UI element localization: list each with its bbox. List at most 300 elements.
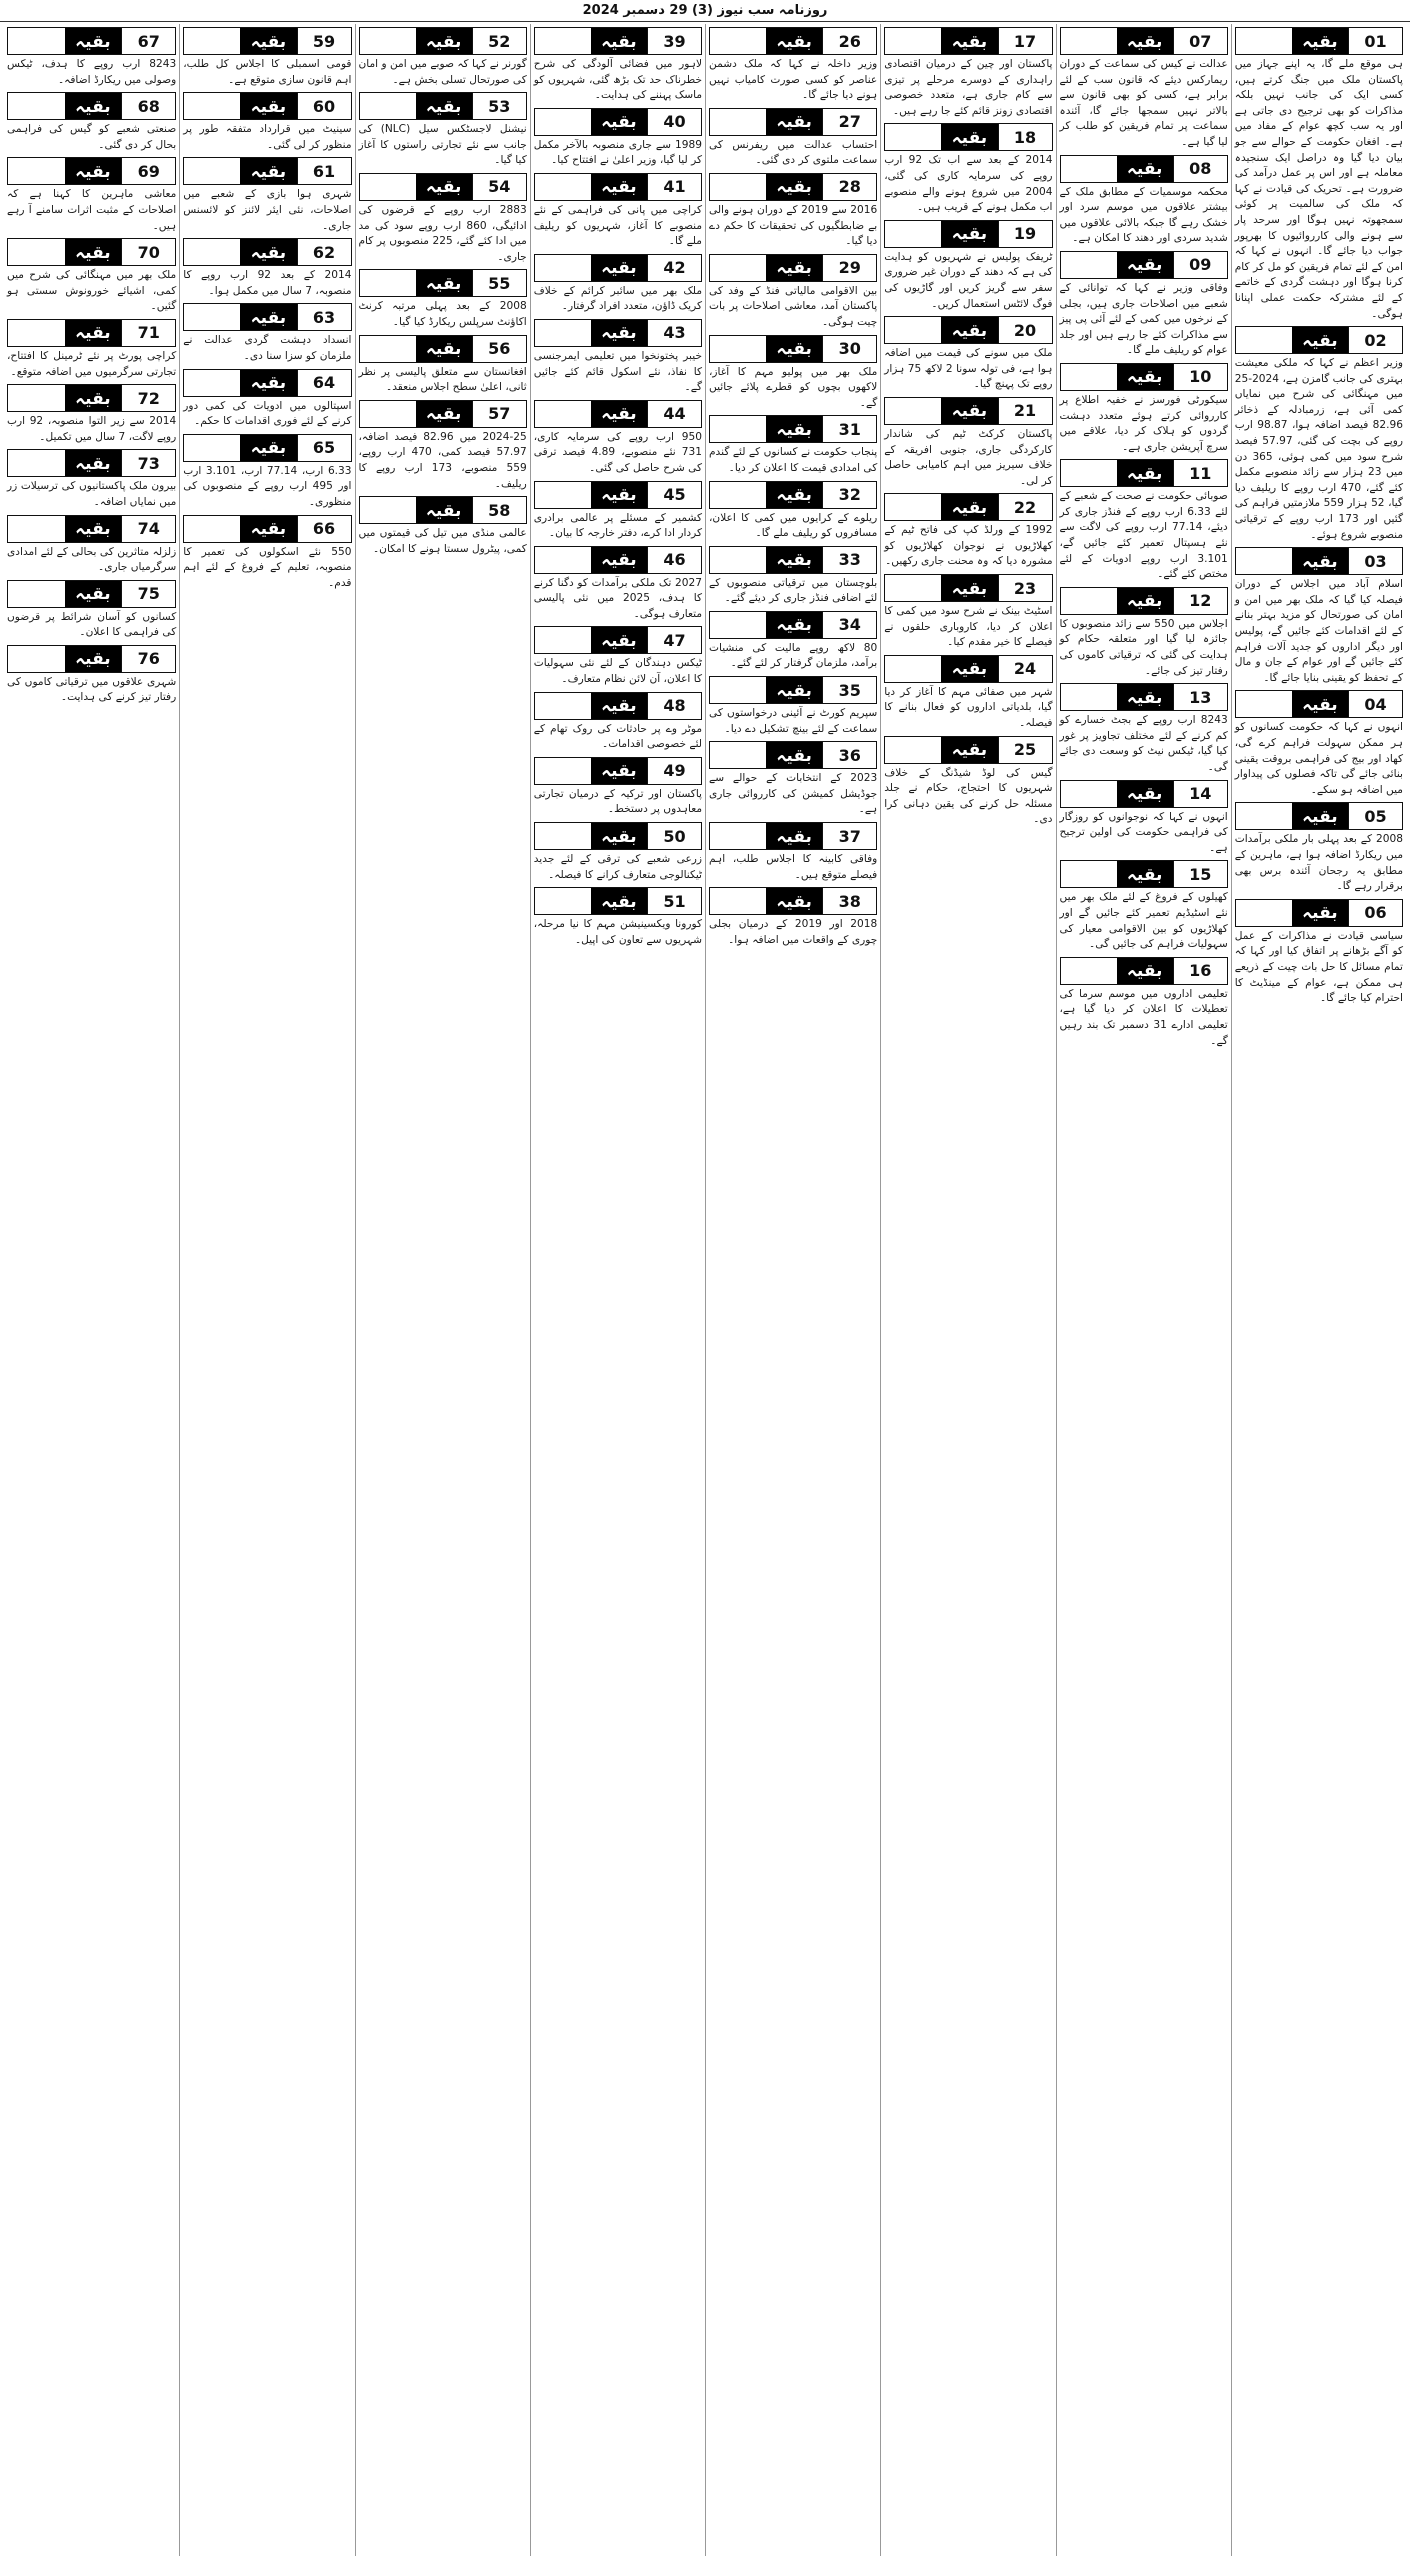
continuation-number: 37 [822, 823, 876, 849]
header-spacer [360, 401, 416, 427]
continuation-block [534, 481, 702, 542]
article-text: 2016 سے 2019 کے دوران ہونے والی بے ضابطگیوں کی تحقیقات کا حکم دے دیا گیا۔ [709, 203, 878, 248]
continuation-number: 03 [1348, 548, 1402, 574]
header-spacer [535, 823, 591, 849]
continuation-number: 24 [998, 656, 1052, 682]
baqiya-label: بقیہ [591, 823, 647, 849]
article-text: کسانوں کو آسان شرائط پر قرضوں کی فراہمی کا اعلان۔ [7, 610, 177, 639]
continuation-number: 33 [822, 547, 876, 573]
continuation-block [359, 269, 527, 330]
baqiya-label: بقیہ [766, 823, 822, 849]
continuation-block [1235, 27, 1403, 322]
article-text: عالمی منڈی میں تیل کی قیمتوں میں کمی، پیٹرول سستا ہونے کا امکان۔ [358, 527, 527, 555]
continuation-block [7, 157, 176, 234]
baqiya-label: بقیہ [416, 28, 472, 54]
continuation-number: 31 [822, 416, 876, 442]
baqiya-label: بقیہ [416, 174, 472, 200]
baqiya-label: بقیہ [65, 28, 122, 54]
header-spacer [535, 758, 591, 784]
article-text: اسلام آباد میں اجلاس کے دوران فیصلہ کیا گیا کہ ملک بھر میں امن و امان کی صورتحال کو مزید بہتر بنانے کے لئے اقدامات کئے جائیں گے، پولیس اور دیگر اداروں کو جدید آلات فراہم کئے جائیں گے اور عوام کے جان و مال کے تحفظ کو یقینی بنایا جائے گا۔ [1234, 578, 1403, 684]
continuation-header [884, 655, 1052, 683]
header-spacer [360, 336, 416, 362]
baqiya-label: بقیہ [941, 28, 997, 54]
continuation-number: 50 [647, 823, 701, 849]
continuation-header [709, 254, 877, 282]
baqiya-label: بقیہ [591, 888, 647, 914]
baqiya-label: بقیہ [1117, 958, 1173, 984]
article-text: کھیلوں کے فروغ کے لئے ملک بھر میں نئے اسٹیڈیم تعمیر کئے جائیں گے اور کھلاڑیوں کو بین الاقوامی معیار کی سہولیات فراہم کی جائیں گی۔ [1059, 891, 1228, 951]
article-text: 2018 اور 2019 کے درمیان بجلی چوری کے واقعات میں اضافہ ہوا۔ [709, 918, 878, 946]
continuation-header [534, 173, 702, 201]
continuation-block [7, 319, 176, 380]
continuation-header [1060, 957, 1228, 985]
article-text: 2008 کے بعد پہلی مرتبہ کرنٹ اکاؤنٹ سرپلس ریکارڈ کیا گیا۔ [358, 300, 527, 328]
continuation-number: 64 [297, 370, 351, 396]
continuation-block [884, 316, 1052, 393]
continuation-number: 56 [472, 336, 526, 362]
header-spacer [535, 255, 591, 281]
continuation-number: 17 [998, 28, 1052, 54]
baqiya-label: بقیہ [240, 93, 296, 119]
baqiya-label: بقیہ [240, 435, 296, 461]
continuation-block [183, 515, 351, 592]
header-spacer [1061, 684, 1117, 710]
continuation-block [709, 415, 877, 476]
baqiya-label: بقیہ [1292, 327, 1348, 353]
continuation-block [534, 27, 702, 104]
article-text: 1992 کے ورلڈ کپ کی فاتح ٹیم کے کھلاڑیوں نے نوجوان کھلاڑیوں کو مشورہ دیا کہ وہ محنت جاری رکھیں۔ [884, 524, 1053, 568]
baqiya-label: بقیہ [416, 401, 472, 427]
header-spacer [885, 317, 941, 343]
baqiya-label: بقیہ [591, 174, 647, 200]
baqiya-label: بقیہ [766, 109, 822, 135]
continuation-number: 66 [297, 516, 351, 542]
article-text: سیاسی قیادت نے مذاکرات کے عمل کو آگے بڑھانے پر اتفاق کیا اور کہا کہ تمام مسائل کا حل بات چیت کے ذریعے ہی ممکن ہے، عوام کے مینڈیٹ کا احترام کیا جائے گا۔ [1234, 929, 1403, 1005]
header-spacer [8, 28, 65, 54]
header-spacer [1061, 958, 1117, 984]
continuation-number: 10 [1173, 364, 1227, 390]
header-spacer [360, 174, 416, 200]
continuation-number: 12 [1173, 588, 1227, 614]
article-text: قومی اسمبلی کا اجلاس کل طلب، اہم قانون سازی متوقع ہے۔ [183, 58, 352, 86]
continuation-block [534, 757, 702, 818]
article-text: 8243 ارب روپے کے بجٹ خسارے کو کم کرنے کے لئے مختلف تجاویز پر غور کیا گیا، ٹیکس نیٹ کو وسعت دی جائے گی۔ [1059, 714, 1228, 773]
continuation-block [359, 335, 527, 396]
header-spacer [1061, 861, 1117, 887]
continuation-number: 32 [822, 482, 876, 508]
continuation-number: 18 [998, 124, 1052, 150]
header-spacer [8, 158, 65, 184]
continuation-number: 07 [1173, 28, 1227, 54]
continuation-header [709, 611, 877, 639]
header-spacer [535, 28, 591, 54]
baqiya-label: بقیہ [1117, 684, 1173, 710]
header-spacer [885, 575, 941, 601]
continuation-block [359, 400, 527, 492]
continuation-block [709, 741, 877, 818]
continuation-header [1235, 690, 1403, 718]
baqiya-label: بقیہ [941, 737, 997, 763]
continuation-number: 23 [998, 575, 1052, 601]
baqiya-label: بقیہ [766, 547, 822, 573]
continuation-block [1060, 780, 1228, 857]
continuation-header [7, 92, 176, 120]
article-text: افغانستان سے متعلق پالیسی پر نظر ثانی، اعلیٰ سطح اجلاس منعقد۔ [358, 365, 527, 394]
header-spacer [184, 239, 240, 265]
continuation-header [7, 449, 176, 477]
continuation-block [359, 27, 527, 88]
continuation-header [709, 546, 877, 574]
header-spacer [8, 581, 65, 607]
continuation-header [1235, 547, 1403, 575]
header-spacer [710, 28, 766, 54]
continuation-number: 05 [1348, 803, 1402, 829]
article-text: پاکستان کرکٹ ٹیم کی شاندار کارکردگی جاری، جنوبی افریقہ کے خلاف سیریز میں اہم کامیابی حاصل کر لی۔ [884, 427, 1053, 487]
continuation-block [7, 384, 176, 445]
article-text: ملک بھر میں پولیو مہم کا آغاز، لاکھوں بچوں کو قطرے پلائے جائیں گے۔ [709, 365, 878, 409]
article-text: خیبر پختونخوا میں تعلیمی ایمرجنسی کا نفاذ، نئے اسکول قائم کئے جائیں گے۔ [533, 349, 702, 394]
baqiya-label: بقیہ [240, 239, 296, 265]
newspaper-columns [4, 24, 1406, 2556]
article-text: شہری علاقوں میں ترقیاتی کاموں کی رفتار تیز کرنے کی ہدایت۔ [7, 675, 177, 704]
baqiya-label: بقیہ [65, 239, 122, 265]
article-text: لاہور میں فضائی آلودگی کی شرح خطرناک حد تک بڑھ گئی، شہریوں کو ماسک پہننے کی ہدایت۔ [533, 58, 702, 102]
header-spacer [885, 494, 941, 520]
article-text: ملک میں سونے کی قیمت میں اضافہ ہوا ہے، فی تولہ سونا 2 لاکھ 75 ہزار روپے تک پہنچ گیا۔ [884, 347, 1053, 391]
news-column [530, 24, 705, 2556]
baqiya-label: بقیہ [941, 575, 997, 601]
baqiya-label: بقیہ [766, 482, 822, 508]
article-text: موٹر وے پر حادثات کی روک تھام کے لئے خصوصی اقدامات۔ [533, 722, 702, 751]
continuation-block [7, 238, 176, 315]
news-column [1231, 24, 1406, 2556]
header-spacer [710, 482, 766, 508]
article-text: وزیر اعظم نے کہا کہ ملکی معیشت بہتری کی جانب گامزن ہے، 2024-25 میں مہنگائی کی شرح میں نمایاں کمی آئی ہے، زرمبادلہ کے ذخائر 82.96 فیصد اضافہ ہوا، 98.87 ارب روپے کی بچت کی گئی، 57.97 فیصد شرح سود میں کمی ہوئی، 365 دن میں 23 ہزار سے زائد منصوبے مکمل کئے گئے، 470 ارب روپے کا ریلیف دیا گیا، 52 ہزار 559 ملازمتیں فراہم کی گئیں اور 173 ارب روپے کے ترقیاتی منصوبے شروع ہوئے۔ [1234, 357, 1403, 541]
header-spacer [8, 450, 65, 476]
continuation-header [1060, 860, 1228, 888]
continuation-number: 43 [647, 320, 701, 346]
baqiya-label: بقیہ [416, 497, 472, 523]
continuation-number: 58 [472, 497, 526, 523]
baqiya-label: بقیہ [591, 109, 647, 135]
continuation-block [359, 92, 527, 169]
baqiya-label: بقیہ [766, 612, 822, 638]
baqiya-label: بقیہ [240, 28, 296, 54]
baqiya-label: بقیہ [591, 627, 647, 653]
continuation-header [183, 157, 351, 185]
continuation-block [534, 173, 702, 250]
continuation-block [1060, 251, 1228, 359]
continuation-block [709, 546, 877, 607]
baqiya-label: بقیہ [1117, 252, 1173, 278]
continuation-block [884, 493, 1052, 570]
header-spacer [885, 737, 941, 763]
header-spacer [710, 416, 766, 442]
continuation-number: 48 [647, 693, 701, 719]
article-text: زرعی شعبے کی ترقی کے لئے جدید ٹیکنالوجی متعارف کرانے کا فیصلہ۔ [533, 853, 702, 881]
article-text: عدالت نے کیس کی سماعت کے دوران ریمارکس دیئے کہ قانون سب کے لئے برابر ہے، کسی کو بھی قانون سے بالاتر نہیں سمجھا جائے گا، آئندہ سماعت پر تمام فریقین کو طلب کر لیا گیا ہے۔ [1059, 58, 1228, 148]
continuation-block [534, 626, 702, 687]
baqiya-label: بقیہ [1292, 900, 1348, 926]
article-text: پاکستان اور ترکیہ کے درمیان تجارتی معاہدوں پر دستخط۔ [533, 787, 702, 816]
continuation-number: 62 [297, 239, 351, 265]
masthead-title: روزنامہ سب نیوز (3) 29 دسمبر 2024 [582, 3, 828, 18]
header-spacer [8, 646, 65, 672]
header-spacer [360, 28, 416, 54]
article-text: وفاقی کابینہ کا اجلاس طلب، اہم فیصلے متوقع ہیں۔ [709, 853, 878, 881]
continuation-header [1235, 27, 1403, 55]
continuation-header [1235, 326, 1403, 354]
article-text: انسداد دہشت گردی عدالت نے ملزمان کو سزا سنا دی۔ [183, 334, 352, 362]
header-spacer [8, 516, 65, 542]
continuation-number: 21 [998, 398, 1052, 424]
baqiya-label: بقیہ [591, 320, 647, 346]
news-column [179, 24, 354, 2556]
header-spacer [885, 28, 941, 54]
continuation-header [534, 546, 702, 574]
baqiya-label: بقیہ [766, 416, 822, 442]
baqiya-label: بقیہ [941, 317, 997, 343]
baqiya-label: بقیہ [1292, 803, 1348, 829]
baqiya-label: بقیہ [65, 581, 122, 607]
baqiya-label: بقیہ [766, 677, 822, 703]
article-text: کورونا ویکسینیشن مہم کا نیا مرحلہ، شہریوں سے تعاون کی اپیل۔ [533, 918, 702, 946]
header-spacer [184, 158, 240, 184]
continuation-header [7, 27, 176, 55]
continuation-header [7, 157, 176, 185]
continuation-block [709, 676, 877, 737]
article-text: ملک بھر میں مہنگائی کی شرح میں کمی، اشیائے خورونوش سستی ہو گئیں۔ [7, 269, 177, 313]
continuation-block [709, 335, 877, 412]
continuation-header [7, 319, 176, 347]
continuation-number: 53 [472, 93, 526, 119]
continuation-block [1235, 326, 1403, 543]
baqiya-label: بقیہ [941, 656, 997, 682]
header-spacer [710, 109, 766, 135]
continuation-block [183, 157, 351, 234]
article-text: بیرون ملک پاکستانیوں کی ترسیلات زر میں نمایاں اضافہ۔ [7, 480, 177, 508]
continuation-number: 44 [647, 401, 701, 427]
continuation-number: 40 [647, 109, 701, 135]
header-spacer [885, 398, 941, 424]
continuation-block [709, 481, 877, 542]
continuation-number: 06 [1348, 900, 1402, 926]
continuation-block [534, 108, 702, 169]
continuation-number: 70 [121, 239, 175, 265]
continuation-header [7, 384, 176, 412]
baqiya-label: بقیہ [416, 270, 472, 296]
article-text: سیکورٹی فورسز نے خفیہ اطلاع پر کارروائی کرتے ہوئے متعدد دہشت گردوں کو ہلاک کر دیا، علاقے میں سرچ آپریشن جاری ہے۔ [1059, 393, 1228, 453]
continuation-number: 57 [472, 401, 526, 427]
header-spacer [184, 304, 240, 330]
continuation-block [7, 449, 176, 510]
continuation-number: 60 [297, 93, 351, 119]
continuation-header [884, 123, 1052, 151]
newspaper-masthead [0, 0, 1410, 22]
header-spacer [710, 255, 766, 281]
baqiya-label: بقیہ [1117, 781, 1173, 807]
continuation-number: 42 [647, 255, 701, 281]
header-spacer [710, 612, 766, 638]
article-text: کراچی میں پانی کی فراہمی کے نئے منصوبے کا آغاز، شہریوں کو ریلیف ملے گا۔ [533, 203, 702, 248]
baqiya-label: بقیہ [591, 758, 647, 784]
article-text: گیس کی لوڈ شیڈنگ کے خلاف شہریوں کا احتجاج، حکام نے جلد مسئلہ حل کرنے کی یقین دہانی کرا دی۔ [884, 766, 1053, 826]
baqiya-label: بقیہ [766, 742, 822, 768]
baqiya-label: بقیہ [1292, 691, 1348, 717]
header-spacer [710, 742, 766, 768]
continuation-block [709, 27, 877, 104]
article-text: شہری ہوا بازی کے شعبے میں اصلاحات، نئی ایئر لائنز کو لائسنس جاری۔ [183, 188, 352, 232]
continuation-number: 02 [1348, 327, 1402, 353]
baqiya-label: بقیہ [591, 693, 647, 719]
continuation-number: 11 [1173, 460, 1227, 486]
continuation-header [359, 335, 527, 363]
article-text: 8243 ارب روپے کا ہدف، ٹیکس وصولی میں ریکارڈ اضافہ۔ [7, 58, 177, 86]
continuation-block [534, 887, 702, 948]
baqiya-label: بقیہ [766, 174, 822, 200]
continuation-number: 04 [1348, 691, 1402, 717]
article-text: زلزلہ متاثرین کی بحالی کے لئے امدادی سرگرمیاں جاری۔ [7, 545, 177, 574]
continuation-block [534, 254, 702, 315]
article-text: کراچی پورٹ پر نئے ٹرمینل کا افتتاح، تجارتی سرگرمیوں میں اضافہ متوقع۔ [7, 349, 177, 378]
news-column [1056, 24, 1231, 2556]
continuation-header [1060, 587, 1228, 615]
article-text: 6.33 ارب، 77.14 ارب، 3.101 ارب اور 495 ارب روپے کے منصوبوں کی منظوری۔ [183, 464, 352, 508]
continuation-number: 47 [647, 627, 701, 653]
continuation-block [1060, 459, 1228, 583]
continuation-header [884, 397, 1052, 425]
continuation-block [1235, 690, 1403, 798]
continuation-header [884, 493, 1052, 521]
continuation-header [183, 434, 351, 462]
header-spacer [710, 547, 766, 573]
header-spacer [710, 823, 766, 849]
continuation-header [7, 238, 176, 266]
continuation-block [1060, 860, 1228, 952]
continuation-number: 72 [121, 385, 175, 411]
continuation-header [534, 481, 702, 509]
continuation-block [7, 645, 176, 706]
continuation-number: 46 [647, 547, 701, 573]
continuation-header [534, 626, 702, 654]
baqiya-label: بقیہ [65, 385, 122, 411]
continuation-number: 35 [822, 677, 876, 703]
article-text: 2014 کے بعد 92 ارب روپے کا منصوبہ، 7 سال میں مکمل ہوا۔ [183, 269, 352, 297]
continuation-number: 29 [822, 255, 876, 281]
continuation-header [359, 496, 527, 524]
article-text: ریلوے کے کرایوں میں کمی کا اعلان، مسافروں کو ریلیف ملے گا۔ [709, 511, 878, 540]
continuation-header [7, 580, 176, 608]
header-spacer [710, 888, 766, 914]
continuation-block [884, 27, 1052, 119]
continuation-number: 73 [121, 450, 175, 476]
article-text: معاشی ماہرین کا کہنا ہے کہ اصلاحات کے مثبت اثرات سامنے آ رہے ہیں۔ [7, 188, 177, 232]
header-spacer [535, 693, 591, 719]
baqiya-label: بقیہ [941, 494, 997, 520]
baqiya-label: بقیہ [591, 547, 647, 573]
header-spacer [184, 28, 240, 54]
article-text: ٹیکس دہندگان کے لئے نئی سہولیات کا اعلان، آن لائن نظام متعارف۔ [533, 657, 702, 686]
continuation-header [1235, 899, 1403, 927]
article-text: سپریم کورٹ نے آئینی درخواستوں کی سماعت کے لئے بینچ تشکیل دے دیا۔ [709, 707, 878, 735]
continuation-header [183, 369, 351, 397]
header-spacer [885, 221, 941, 247]
continuation-header [534, 757, 702, 785]
header-spacer [184, 93, 240, 119]
continuation-block [1060, 587, 1228, 679]
continuation-number: 34 [822, 612, 876, 638]
baqiya-label: بقیہ [416, 336, 472, 362]
header-spacer [535, 109, 591, 135]
article-text: پاکستان اور چین کے درمیان اقتصادی راہداری کے دوسرے مرحلے پر تیزی سے کام جاری ہے، متعدد خصوصی اقتصادی زونز قائم کئے جا رہے ہیں۔ [884, 58, 1053, 117]
header-spacer [535, 482, 591, 508]
continuation-header [534, 108, 702, 136]
baqiya-label: بقیہ [240, 158, 296, 184]
baqiya-label: بقیہ [1117, 460, 1173, 486]
continuation-block [183, 303, 351, 364]
continuation-number: 38 [822, 888, 876, 914]
article-text: 80 لاکھ روپے مالیت کی منشیات برآمد، ملزمان گرفتار کر لئے گئے۔ [709, 641, 878, 670]
baqiya-label: بقیہ [1117, 861, 1173, 887]
continuation-header [709, 822, 877, 850]
baqiya-label: بقیہ [65, 158, 122, 184]
continuation-header [1235, 802, 1403, 830]
continuation-header [709, 108, 877, 136]
baqiya-label: بقیہ [65, 516, 122, 542]
article-text: 2027 تک ملکی برآمدات کو دگنا کرنے کا ہدف، 2025 میں نئی پالیسی متعارف ہوگی۔ [533, 576, 702, 620]
continuation-number: 52 [472, 28, 526, 54]
continuation-block [884, 574, 1052, 651]
continuation-block [1235, 802, 1403, 894]
baqiya-label: بقیہ [941, 221, 997, 247]
continuation-block [534, 400, 702, 477]
article-text: تعلیمی اداروں میں موسم سرما کی تعطیلات کا اعلان کر دیا گیا ہے، تعلیمی ادارے 31 دسمبر تک بند رہیں گے۔ [1059, 987, 1228, 1047]
baqiya-label: بقیہ [240, 370, 296, 396]
continuation-header [1060, 251, 1228, 279]
header-spacer [710, 174, 766, 200]
news-column [705, 24, 880, 2556]
continuation-block [884, 655, 1052, 732]
article-text: 2008 کے بعد پہلی بار ملکی برآمدات میں ریکارڈ اضافہ ہوا ہے، ماہرین کے مطابق یہ رجحان آئندہ برس بھی برقرار رہے گا۔ [1234, 833, 1403, 893]
article-text: ہی موقع ملے گا، یہ اپنے جہاز میں پاکستان ملک میں جنگ کرتے ہیں، کسی ایک کی جانب نہیں بلکہ مذاکرات کو بھی ترجیح دی جاتی ہے اور یہ سب کچھ عوام کے مفاد میں ہے۔ افغان حکومت کے حوالے سے جو بیان دیا گیا وہ دراصل ایک سنجیدہ معاملہ ہے اور اس پر عمل درآمد کی ضرورت ہے۔ تحریک کی قیادت نے کہا کہ ملک کی سالمیت پر کوئی سمجھوتہ نہیں ہوگا اور سرحد پار سے ہونے والی کارروائیوں کا بھرپور جواب دیا جائے گا۔ انہوں نے کہا کہ امن کے لئے تمام فریقین کو مل کر کام کرنا ہوگا اور دہشت گردی کے خاتمے کے لئے مشترکہ حکمت عملی اپنانا ہوگی۔ [1234, 58, 1403, 320]
continuation-number: 63 [297, 304, 351, 330]
continuation-number: 54 [472, 174, 526, 200]
continuation-block [7, 580, 176, 641]
news-column [355, 24, 530, 2556]
continuation-number: 71 [121, 320, 175, 346]
continuation-block [1235, 547, 1403, 686]
article-text: 1989 سے جاری منصوبہ بالآخر مکمل کر لیا گیا، وزیر اعلیٰ نے افتتاح کیا۔ [533, 138, 702, 167]
continuation-number: 45 [647, 482, 701, 508]
baqiya-label: بقیہ [591, 482, 647, 508]
continuation-number: 27 [822, 109, 876, 135]
continuation-header [534, 254, 702, 282]
baqiya-label: بقیہ [1117, 588, 1173, 614]
continuation-header [534, 822, 702, 850]
continuation-block [183, 92, 351, 153]
continuation-header [359, 269, 527, 297]
continuation-header [1060, 459, 1228, 487]
continuation-block [183, 434, 351, 511]
continuation-number: 14 [1173, 781, 1227, 807]
continuation-header [534, 692, 702, 720]
article-text: نیشنل لاجسٹکس سیل (NLC) کی جانب سے نئے تجارتی راستوں کا آغاز کیا گیا۔ [358, 123, 527, 167]
continuation-number: 22 [998, 494, 1052, 520]
header-spacer [1236, 548, 1292, 574]
continuation-block [884, 123, 1052, 215]
continuation-block [884, 736, 1052, 828]
header-spacer [360, 497, 416, 523]
